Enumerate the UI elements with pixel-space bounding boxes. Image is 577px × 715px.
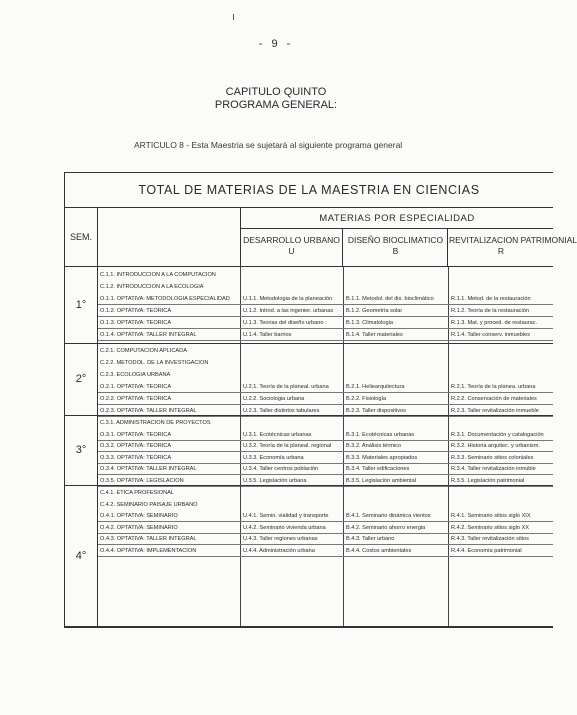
revitalizacion-cell: R.1.2. Teoría de la restauración	[449, 306, 553, 317]
table-row	[98, 382, 553, 393]
urbano-cell	[241, 358, 344, 369]
revitalizacion-cell: R.2.2. Conservación de materiales	[449, 394, 553, 405]
semester-number: 1°	[65, 267, 98, 343]
table-title: TOTAL DE MATERIAS DE LA MAESTRIA EN CIENCIAS	[65, 173, 553, 208]
revitalizacion-cell	[449, 346, 553, 357]
revitalizacion-cell: R.1.4. Taller conserv. inmuebles	[449, 330, 553, 341]
subject-cell: O.4.2. OPTATIVA: SEMINARIO	[98, 523, 241, 534]
column-header-urbano	[241, 229, 343, 266]
urbano-cell: U.3.1. Ecotécnicas urbanas	[241, 430, 344, 441]
subject-cell: C.4.1. ETICA PROFESIONAL	[100, 490, 174, 496]
urbano-cell: U.3.2. Teoría de la planeal. regional	[241, 441, 344, 452]
urbano-cell: U.2.1. Teoría de la planeal. urbana	[241, 382, 344, 393]
semester-block	[65, 343, 553, 416]
bioclimatico-cell: B.1.2. Geometría solar	[344, 306, 449, 317]
column-name: DESARROLLO URBANO	[243, 235, 340, 245]
urbano-cell: U.1.4. Taller barrios	[241, 330, 344, 341]
column-code: R	[497, 246, 505, 256]
bioclimatico-cell: B.1.1. Metodol. del dis. bioclimático	[344, 294, 449, 305]
urbano-cell: U.2.3. Taller distintos tabulares	[241, 406, 344, 417]
urbano-cell: U.1.2. Introd. a las ingenier. urbanas	[241, 306, 344, 317]
revitalizacion-cell: R.3.4. Taller revitalización inmuble	[449, 464, 553, 475]
table-row	[98, 282, 553, 293]
page-number: - 9 -	[258, 38, 294, 50]
bioclimatico-cell: B.3.3. Materiales apropiados	[344, 453, 449, 464]
subject-cell: O.4.4. OPTATIVA: IMPLEMENTACION	[98, 546, 241, 557]
table-row	[98, 358, 553, 369]
revitalizacion-cell: R.3.1. Documentación y catalogación	[449, 430, 553, 441]
subject-cell: O.3.2. OPTATIVA: TEORICA	[98, 441, 241, 452]
table-row	[98, 453, 553, 464]
sem-header: SEM.	[65, 208, 98, 266]
revitalizacion-cell: R.1.3. Mat. y proced. de restaurac.	[449, 318, 553, 329]
subject-cell: C.2.2. METODOL. DE LA INVESTIGACION	[100, 360, 209, 366]
table-row	[98, 546, 553, 557]
bioclimatico-cell: B.2.3. Taller dispositivos	[344, 406, 449, 417]
subject-cell: O.1.2. OPTATIVA: TEORICA	[98, 306, 241, 317]
subject-cell: O.2.1. OPTATIVA: TEORICA	[98, 382, 241, 393]
bioclimatico-cell: B.4.1. Seminario dinámica vientos	[344, 511, 449, 522]
revitalizacion-cell	[449, 418, 553, 429]
revitalizacion-cell	[449, 358, 553, 369]
table-row	[98, 418, 553, 429]
bioclimatico-cell: B.3.1. Ecotécnicas urbanas	[344, 430, 449, 441]
subject-cell: C.1.1. INTRODUCCION A LA COMPUTACION	[100, 272, 216, 278]
revitalizacion-cell: R.3.2. Historia arquitec. y urbanism.	[449, 441, 553, 452]
subject-cell: C.2.3. ECOLOGIA URBANA	[100, 372, 171, 378]
urbano-cell	[241, 370, 344, 381]
urbano-cell: U.4.3. Taller regiones urbanas	[241, 534, 344, 545]
table-row	[98, 523, 553, 534]
table-row	[98, 534, 553, 545]
table-row	[98, 330, 553, 341]
revitalizacion-cell	[449, 500, 553, 511]
subject-cell: C.3.1. ADMINISTRACION DE PROYECTOS	[100, 420, 211, 426]
bioclimatico-cell: B.4.2. Seminario ahorro energia	[344, 523, 449, 534]
subject-cell: O.2.2. OPTATIVA: TEORICA	[98, 394, 241, 405]
subject-cell: O.3.1. OPTATIVA: TEORICA	[98, 430, 241, 441]
subject-cell: O.1.4. OPTATIVA: TALLER INTEGRAL	[98, 330, 241, 341]
bioclimatico-cell	[344, 358, 449, 369]
column-header-revitalizacion	[449, 229, 577, 266]
bioclimatico-cell: B.4.3. Taller urbano	[344, 534, 449, 545]
revitalizacion-cell: R.2.1. Teoría de la planea. urbana	[449, 382, 553, 393]
bioclimatico-cell	[344, 282, 449, 293]
semester-block	[65, 415, 553, 486]
bioclimatico-cell: B.4.4. Costos ambientales	[344, 546, 449, 557]
table-row	[98, 394, 553, 405]
table-row	[98, 346, 553, 357]
urbano-cell: U.3.3. Economía urbana	[241, 453, 344, 464]
table-row	[98, 500, 553, 511]
urbano-cell: U.4.4. Administración urbana	[241, 546, 344, 557]
urbano-cell	[241, 488, 344, 499]
table-row	[98, 318, 553, 329]
column-code: U	[288, 246, 295, 256]
column-name: REVITALIZACION PATRIMONIAL	[449, 235, 577, 245]
bioclimatico-cell	[344, 270, 449, 281]
bioclimatico-cell	[344, 500, 449, 511]
semester-number: 2°	[65, 343, 98, 415]
table-row	[98, 294, 553, 305]
program-table	[64, 172, 577, 628]
bioclimatico-cell	[344, 418, 449, 429]
revitalizacion-cell: R.4.4. Economía patrimonial	[449, 546, 553, 557]
revitalizacion-cell: R.1.1. Metod. de la restauración	[449, 294, 553, 305]
revitalizacion-cell: R.3.5. Legislación patrimonial	[449, 476, 553, 487]
table-row	[98, 306, 553, 317]
subject-cell: O.3.5. OPTATIVA: LEGISLACION	[98, 476, 241, 487]
semester-number: 3°	[65, 415, 98, 485]
table-row	[98, 488, 553, 499]
bioclimatico-cell: B.2.2. Fisiología	[344, 394, 449, 405]
revitalizacion-cell	[449, 270, 553, 281]
bioclimatico-cell: B.1.3. Climatologia	[344, 318, 449, 329]
bioclimatico-cell	[344, 488, 449, 499]
specialty-header: MATERIAS POR ESPECIALIDAD	[241, 208, 553, 229]
subject-cell: C.4.2. SEMINARIO PAISAJE URBANO	[100, 501, 198, 508]
urbano-cell: U.3.5. Legislación urbana	[241, 476, 344, 487]
subject-cell: O.4.1. OPTATIVA: SEMINARIO	[98, 511, 241, 522]
column-code: B	[392, 246, 399, 256]
subject-cell: O.1.1. OPTATIVA: METODOLOGIA ESPECIALIDAD	[98, 294, 241, 305]
subject-cell: O.3.3. OPTATIVA: TEORICA	[98, 453, 241, 464]
table-row	[98, 370, 553, 381]
bioclimatico-cell: B.3.4. Taller edificaciones	[344, 464, 449, 475]
subject-cell: O.1.3. OPTATIVA: TEORICA	[98, 318, 241, 329]
subject-cell: O.4.3. OPTATIVA: TALLER INTEGRAL	[98, 534, 241, 545]
bioclimatico-cell: B.2.1. Heliearquitectura	[344, 382, 449, 393]
urbano-cell	[241, 346, 344, 357]
revitalizacion-cell: R.2.3. Taller revitalización inmueble	[449, 406, 553, 417]
bioclimatico-cell	[344, 370, 449, 381]
table-row	[98, 430, 553, 441]
scan-mark	[233, 14, 234, 20]
article-text: ARTICULO 8 - Esta Maestria se sujetará al siguiente programa general	[134, 140, 403, 150]
chapter-title: CAPITULO QUINTO	[225, 86, 327, 98]
urbano-cell	[241, 500, 344, 511]
revitalizacion-cell: R.4.2. Seminario sitios siglo XX	[449, 523, 553, 534]
revitalizacion-cell: R.3.3. Seminario sitios coloniales	[449, 453, 553, 464]
revitalizacion-cell	[449, 370, 553, 381]
urbano-cell: U.1.3. Teorias del diseño urbano	[241, 318, 344, 329]
revitalizacion-cell	[449, 488, 553, 499]
urbano-cell: U.1.1. Metodologia de la planeación	[241, 294, 344, 305]
urbano-cell	[241, 282, 344, 293]
bioclimatico-cell	[344, 346, 449, 357]
chapter-heading	[0, 86, 552, 112]
revitalizacion-cell: R.4.3. Taller revitalización sitios	[449, 534, 553, 545]
revitalizacion-cell: R.4.1. Seminario sitios siglo XIX	[449, 511, 553, 522]
bioclimatico-cell: B.1.4. Taller materiales	[344, 330, 449, 341]
column-name: DISEÑO BIOCLIMATICO	[347, 235, 444, 245]
urbano-cell	[241, 418, 344, 429]
subject-cell: C.2.1. COMPUTACION APLICADA	[100, 348, 187, 354]
program-title: PROGRAMA GENERAL:	[214, 99, 338, 111]
table-row	[98, 441, 553, 452]
urbano-cell: U.2.2. Sociologia urbana	[241, 394, 344, 405]
table-row	[98, 464, 553, 475]
subject-cell: O.2.3. OPTATIVA: TALLER INTEGRAL	[98, 406, 241, 417]
bioclimatico-cell: B.3.2. Análisis térmico	[344, 441, 449, 452]
table-row	[98, 511, 553, 522]
urbano-cell	[241, 270, 344, 281]
bioclimatico-cell: B.3.5. Legislación ambiental	[344, 476, 449, 487]
revitalizacion-cell	[449, 282, 553, 293]
urbano-cell: U.4.1. Semin. vialidad y transporte	[241, 511, 344, 522]
semester-block	[65, 485, 553, 627]
semester-block	[65, 267, 553, 344]
subject-cell: C.1.2. INTRODUCCION A LA ECOLOGIA	[100, 284, 204, 290]
urbano-cell: U.3.4. Taller centros población	[241, 464, 344, 475]
subject-cell: O.3.4. OPTATIVA: TALLER INTEGRAL	[98, 464, 241, 475]
subjects-header	[98, 208, 241, 266]
column-header-bioclimatico	[344, 229, 448, 266]
table-row	[98, 270, 553, 281]
urbano-cell: U.4.2. Seminario vivienda urbana	[241, 523, 344, 534]
semester-number: 4°	[65, 485, 98, 626]
